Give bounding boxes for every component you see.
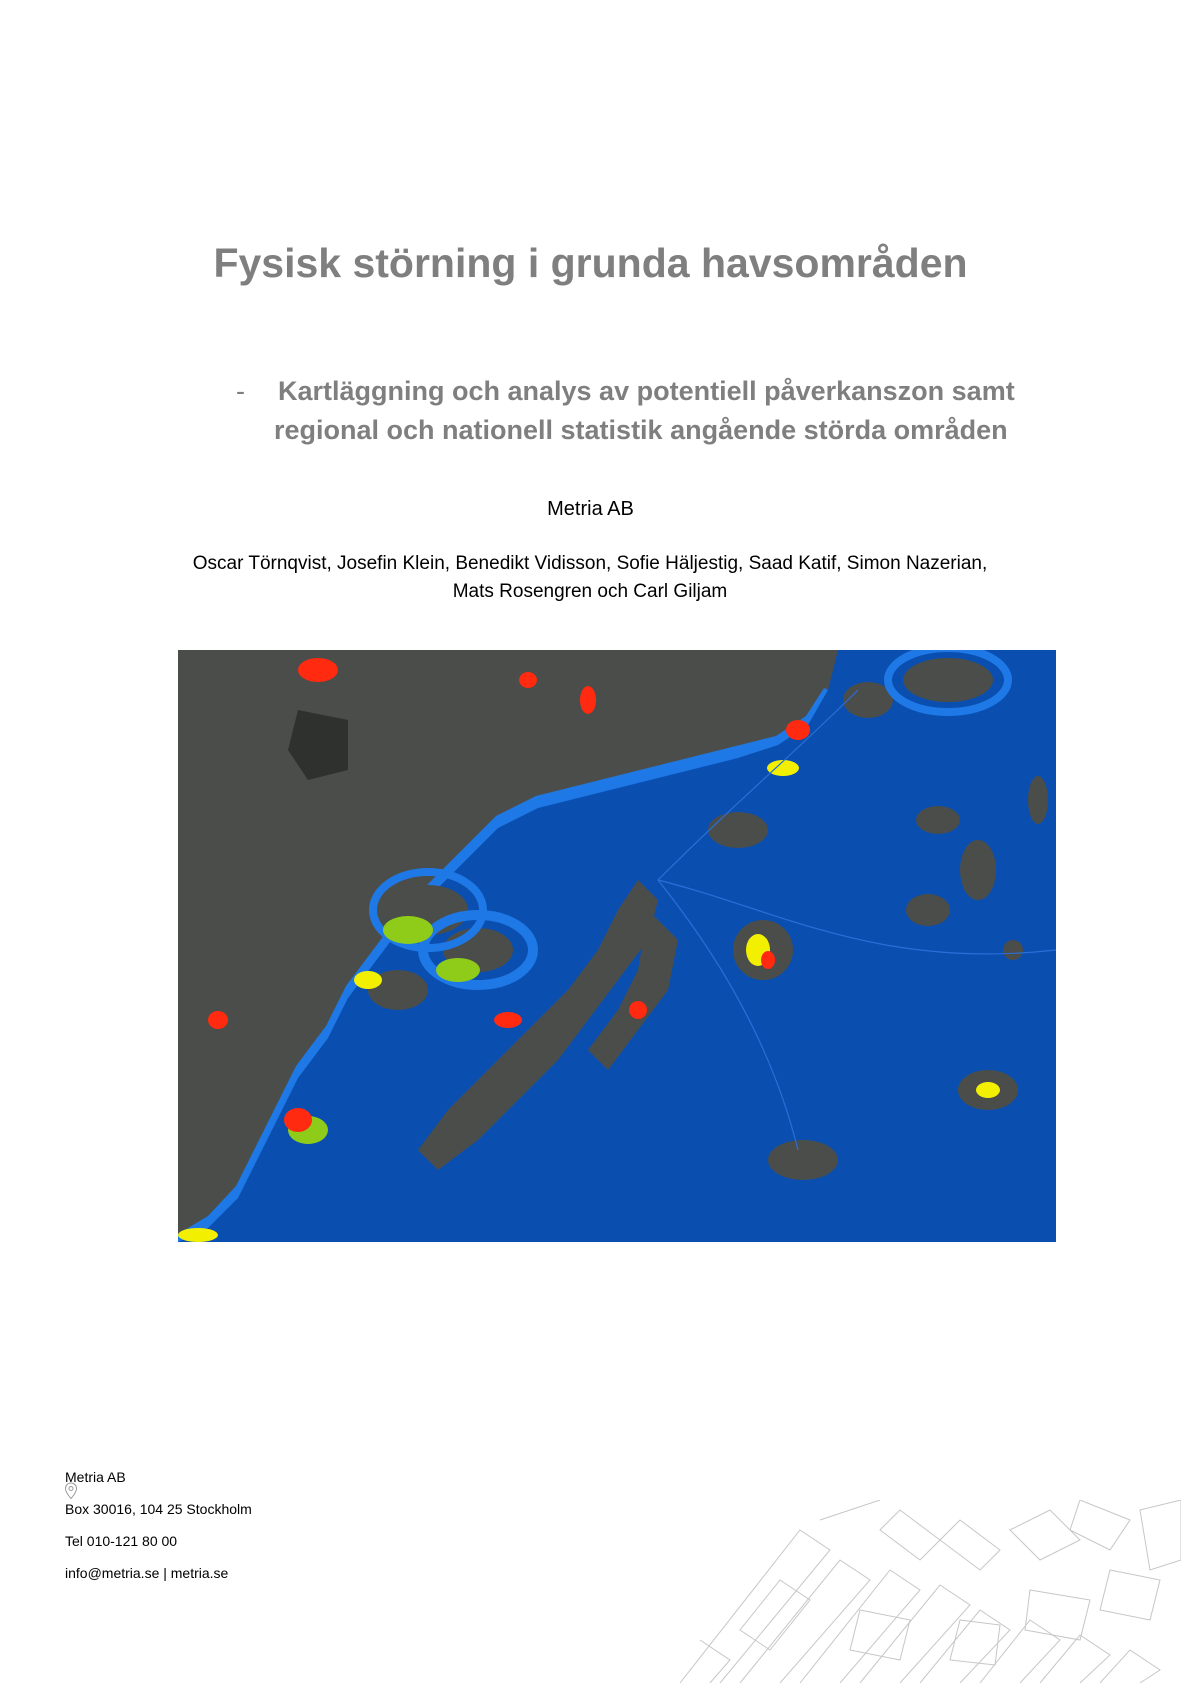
footer-contact-links: info@metria.se | metria.se	[65, 1565, 229, 1581]
authors-line-2: Mats Rosengren och Carl Giljam	[452, 581, 728, 602]
subtitle-line-1: Kartläggning och analys av potentiell påverkanszon samt	[278, 376, 1015, 406]
organization-name: Metria AB	[547, 498, 634, 520]
cover-map-image	[178, 650, 1056, 1242]
subtitle-line-2: regional och nationell statistik angående störda områden	[274, 415, 1008, 445]
footer-address: Box 30016, 104 25 Stockholm	[65, 1501, 252, 1517]
document-subtitle	[236, 372, 1056, 450]
subtitle-dash: -	[236, 376, 245, 406]
author-list	[140, 550, 1040, 606]
footer-phone: Tel 010-121 80 00	[65, 1533, 178, 1549]
document-title: Fysisk störning i grunda havsområden	[213, 240, 968, 286]
footer-company: Metria AB	[65, 1469, 126, 1485]
decorative-street-pattern	[680, 1500, 1181, 1683]
footer-contact	[65, 1468, 252, 1596]
authors-line-1: Oscar Törnqvist, Josefin Klein, Benedikt Vidisson, Sofie Häljestig, Saad Katif, Simon Nazerian,	[192, 553, 988, 574]
